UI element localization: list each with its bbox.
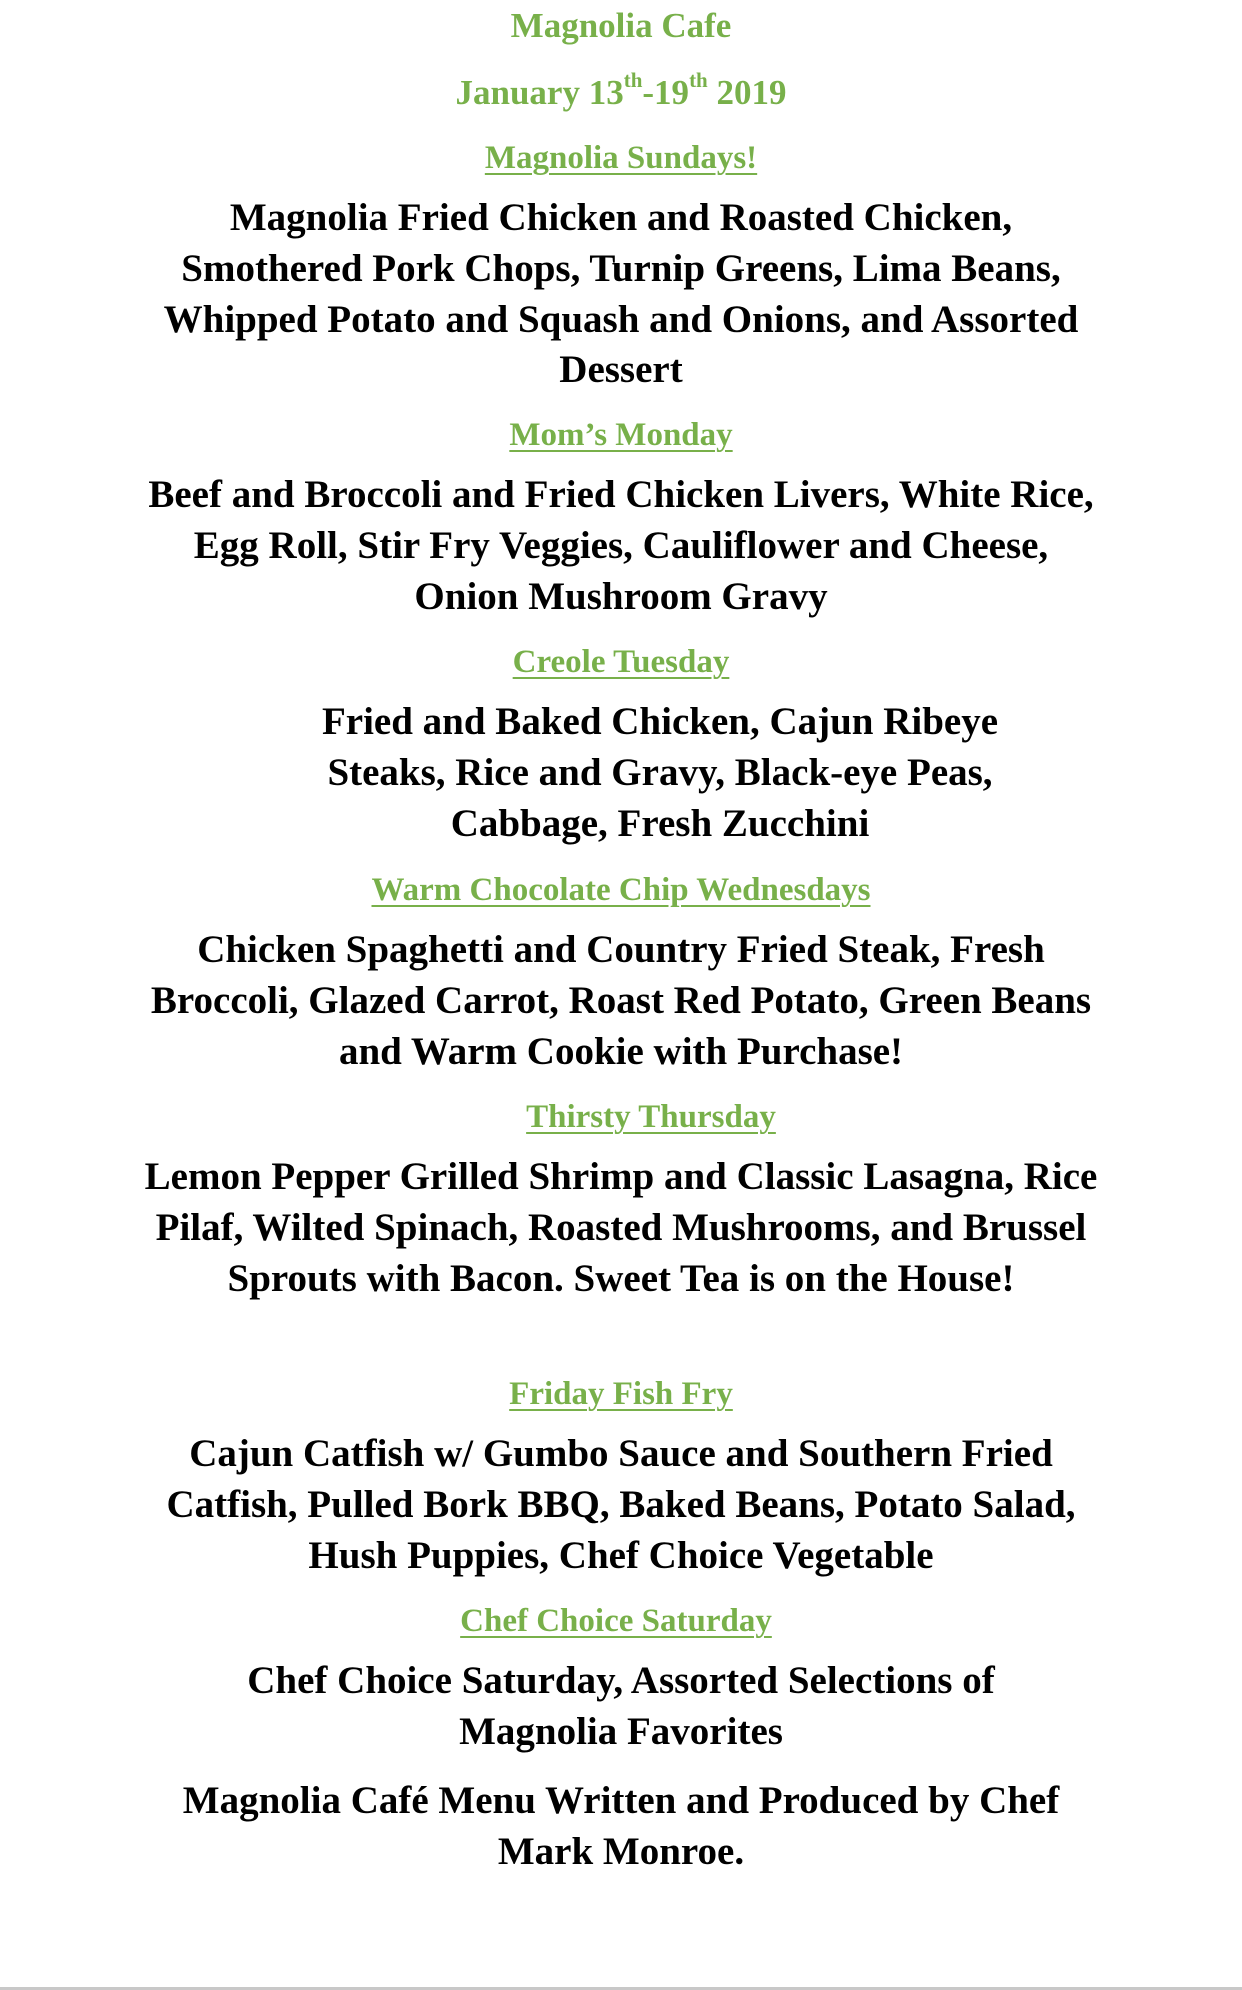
date-range bbox=[0, 68, 1242, 113]
day-heading-sunday[interactable]: Magnolia Sundays! bbox=[484, 140, 758, 176]
day-heading-friday[interactable]: Friday Fish Fry bbox=[509, 1376, 733, 1412]
cafe-name: Magnolia Cafe bbox=[510, 6, 732, 45]
menu-saturday: Chef Choice Saturday, Assorted Selections of Magnolia Favorites bbox=[247, 1659, 995, 1753]
date-year: 2019 bbox=[707, 73, 787, 112]
menu-wednesday: Chicken Spaghetti and Country Fried Steak, Fresh Broccoli, Glazed Carrot, Roast Red Potato, Green Beans and Warm Cookie with Purchase! bbox=[150, 928, 1092, 1073]
menu-credit: Magnolia Café Menu Written and Produced by Chef Mark Monroe. bbox=[182, 1779, 1060, 1873]
day-heading-monday[interactable]: Mom’s Monday bbox=[509, 417, 733, 453]
date-start-suffix: th bbox=[623, 68, 643, 93]
menu-friday: Cajun Catfish w/ Gumbo Sauce and Southern Fried Catfish, Pulled Bork BBQ, Baked Beans, Potato Salad, Hush Puppies, Chef Choice Vegetable bbox=[166, 1432, 1076, 1577]
date-start: January 13 bbox=[455, 73, 624, 112]
day-heading-thursday[interactable]: Thirsty Thursday bbox=[526, 1099, 776, 1135]
date-separator: -19 bbox=[642, 73, 690, 112]
date-end-suffix: th bbox=[689, 68, 708, 93]
day-heading-saturday[interactable]: Chef Choice Saturday bbox=[460, 1603, 772, 1639]
menu-monday: Beef and Broccoli and Fried Chicken Livers, White Rice, Egg Roll, Stir Fry Veggies, Cauliflower and Cheese, Onion Mushroom Gravy bbox=[148, 473, 1094, 618]
menu-tuesday: Fried and Baked Chicken, Cajun Ribeye Steaks, Rice and Gravy, Black-eye Peas, Cabbage, Fresh Zucchini bbox=[321, 700, 999, 845]
menu-thursday: Lemon Pepper Grilled Shrimp and Classic Lasagna, Rice Pilaf, Wilted Spinach, Roasted Mushrooms, and Brussel Sprouts with Bacon. Sweet Tea is on the House! bbox=[144, 1155, 1098, 1300]
menu-sunday: Magnolia Fried Chicken and Roasted Chicken, Smothered Pork Chops, Turnip Greens, Lima Beans, Whipped Potato and Squash and Onions, and Assorted Dessert bbox=[163, 196, 1079, 392]
day-heading-tuesday[interactable]: Creole Tuesday bbox=[512, 644, 730, 680]
day-heading-wednesday[interactable]: Warm Chocolate Chip Wednesdays bbox=[371, 872, 871, 908]
